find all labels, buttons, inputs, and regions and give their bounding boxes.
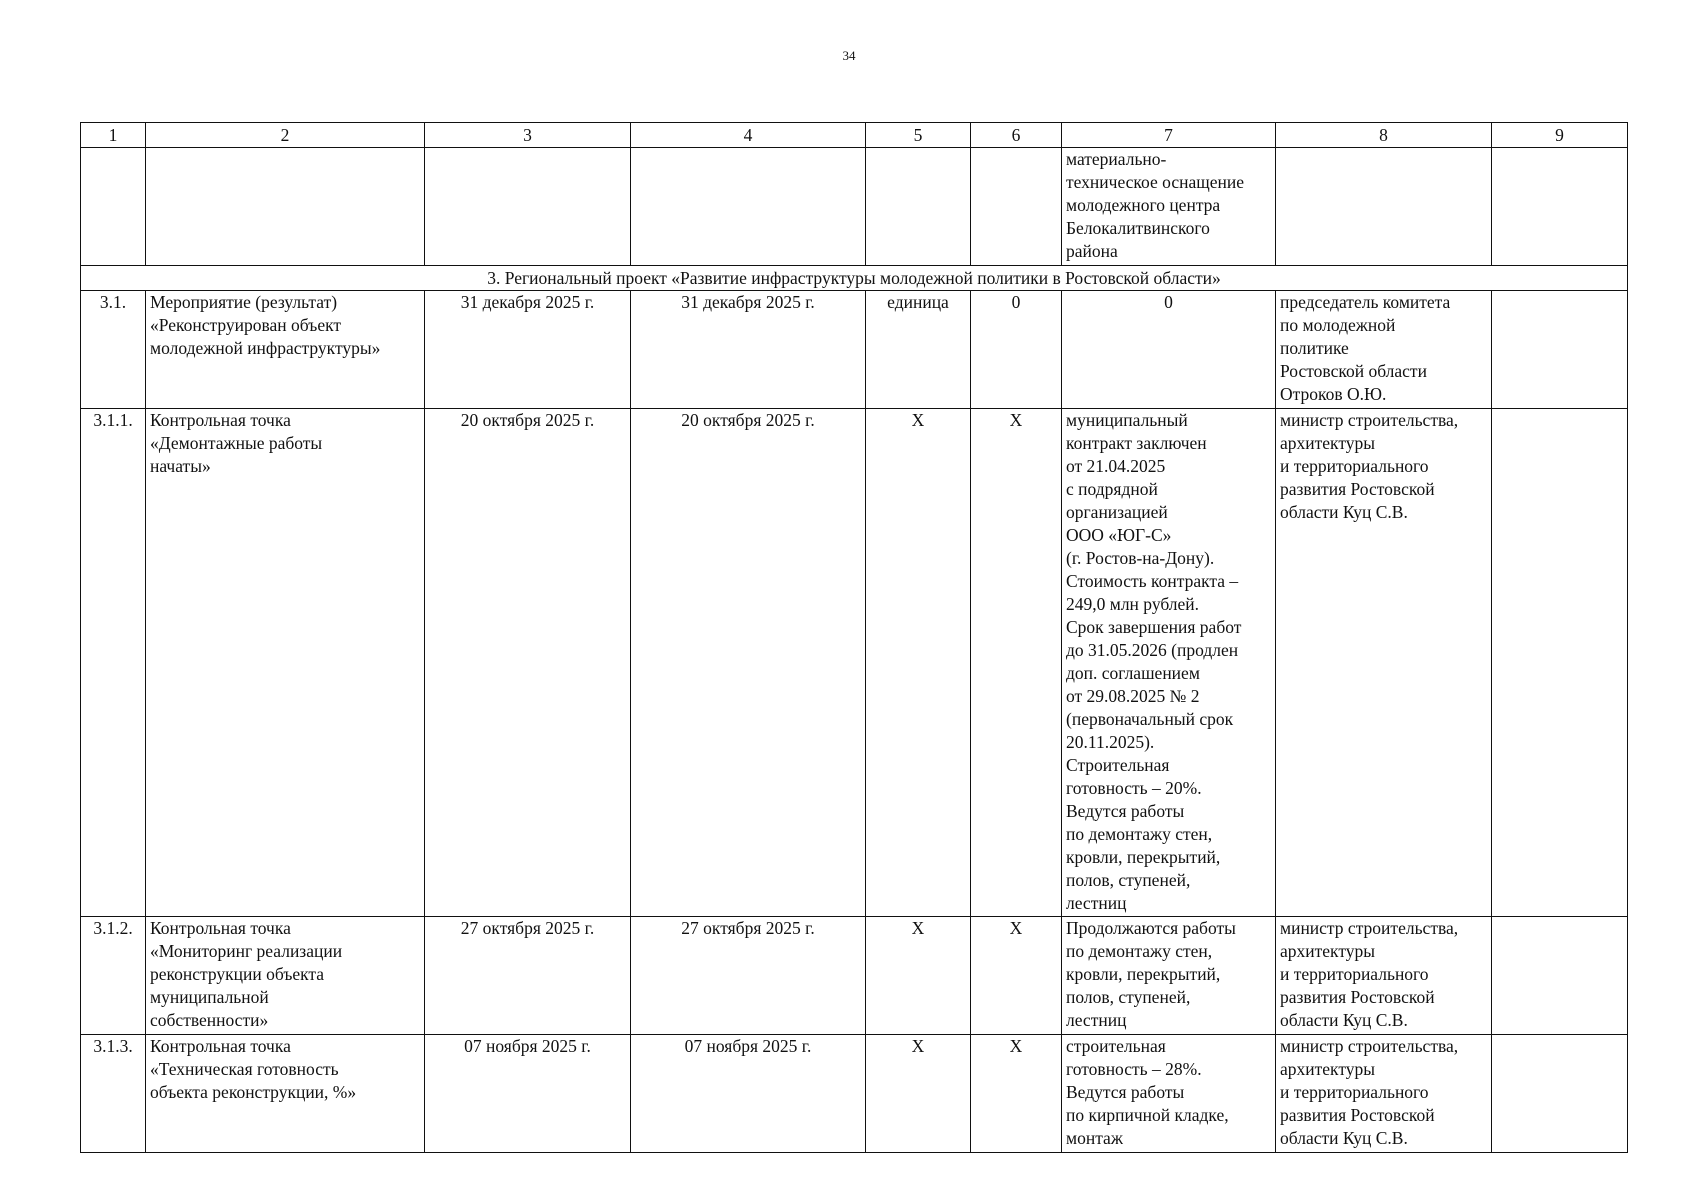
status-line: муниципальный (1066, 410, 1188, 430)
responsible-line: архитектуры (1280, 1059, 1375, 1079)
responsible-line: и территориального (1280, 456, 1429, 476)
name-line: начаты» (150, 456, 211, 476)
header-col-1: 1 (81, 123, 146, 148)
responsible-line: Отроков О.Ю. (1280, 384, 1387, 404)
responsible-line: и территориального (1280, 964, 1429, 984)
status-cell (1062, 917, 1276, 1035)
name-line: «Демонтажные работы (150, 433, 323, 453)
unit-cell: Х (866, 1035, 971, 1153)
row-number: 3.1. (81, 291, 146, 409)
responsible-line: министр строительства, (1280, 410, 1459, 430)
responsible-line: архитектуры (1280, 941, 1375, 961)
name-line: «Мониторинг реализации (150, 941, 343, 961)
status-cell (1062, 291, 1276, 409)
status-line: полов, ступеней, (1066, 870, 1191, 890)
status-line: готовность – 28%. (1066, 1059, 1202, 1079)
cell-empty (425, 148, 631, 266)
name-line: Контрольная точка (150, 410, 291, 430)
status-line: от 21.04.2025 (1066, 456, 1166, 476)
cell-empty (81, 148, 146, 266)
status-line: по демонтажу стен, (1066, 824, 1213, 844)
status-line: Ведутся работы (1066, 801, 1185, 821)
responsible-line: области Куц С.В. (1280, 1010, 1408, 1030)
header-col-5: 5 (866, 123, 971, 148)
note-cell (1492, 917, 1628, 1035)
cell-empty (971, 148, 1062, 266)
row-name-cell (146, 291, 425, 409)
status-line: строительная (1066, 1036, 1166, 1056)
status-line: лестниц (1066, 893, 1127, 913)
name-line: реконструкции объекта (150, 964, 325, 984)
date-plan: 31 декабря 2025 г. (425, 291, 631, 409)
date-plan: 20 октября 2025 г. (425, 409, 631, 917)
date-plan: 27 октября 2025 г. (425, 917, 631, 1035)
responsible-line: по молодежной (1280, 315, 1396, 335)
status-line: техническое оснащение (1066, 172, 1244, 192)
responsible-line: области Куц С.В. (1280, 502, 1408, 522)
status-line: Строительная (1066, 755, 1170, 775)
status-line: 0 (1164, 292, 1173, 312)
status-line: Продолжаются работы (1066, 918, 1236, 938)
status-line: (первоначальный срок (1066, 709, 1234, 729)
table-row (81, 917, 1628, 1035)
name-line: молодежной инфраструктуры» (150, 338, 381, 358)
status-line: Стоимость контракта – (1066, 571, 1239, 591)
row-number: 3.1.1. (81, 409, 146, 917)
date-fact: 31 декабря 2025 г. (631, 291, 866, 409)
cell-empty (1276, 148, 1492, 266)
status-line: контракт заключен (1066, 433, 1207, 453)
note-cell (1492, 1035, 1628, 1153)
responsible-cell (1276, 917, 1492, 1035)
responsible-cell (1276, 409, 1492, 917)
header-col-3: 3 (425, 123, 631, 148)
section-title: 3. Региональный проект «Развитие инфраструктуры молодежной политики в Ростовской области» (81, 266, 1628, 291)
note-cell (1492, 291, 1628, 409)
status-line: от 29.08.2025 № 2 (1066, 686, 1200, 706)
value-plan-cell: 0 (971, 291, 1062, 409)
status-line: 20.11.2025). (1066, 732, 1155, 752)
row-name-cell (146, 1035, 425, 1153)
name-line: Мероприятие (результат) (150, 292, 338, 312)
status-line: Белокалитвинского (1066, 218, 1210, 238)
table-row (81, 1035, 1628, 1153)
page-number: 34 (842, 48, 856, 63)
table-row (81, 409, 1628, 917)
cell-empty (1492, 148, 1628, 266)
unit-cell: Х (866, 409, 971, 917)
status-cell (1062, 409, 1276, 917)
report-table (80, 122, 1628, 1153)
status-line: ООО «ЮГ-С» (1066, 525, 1172, 545)
header-col-8: 8 (1276, 123, 1492, 148)
date-fact: 27 октября 2025 г. (631, 917, 866, 1035)
responsible-line: Ростовской области (1280, 361, 1427, 381)
cell-empty (146, 148, 425, 266)
status-line: материально- (1066, 149, 1167, 169)
status-line: района (1066, 241, 1118, 261)
responsible-line: развития Ростовской (1280, 1105, 1435, 1125)
status-line: по кирпичной кладке, (1066, 1105, 1229, 1125)
status-line: по демонтажу стен, (1066, 941, 1213, 961)
date-fact: 20 октября 2025 г. (631, 409, 866, 917)
status-line: монтаж (1066, 1128, 1123, 1148)
date-fact: 07 ноября 2025 г. (631, 1035, 866, 1153)
date-plan: 07 ноября 2025 г. (425, 1035, 631, 1153)
value-plan-cell: Х (971, 917, 1062, 1035)
note-cell (1492, 409, 1628, 917)
responsible-line: министр строительства, (1280, 918, 1459, 938)
header-col-9: 9 (1492, 123, 1628, 148)
row-number: 3.1.2. (81, 917, 146, 1035)
header-row (81, 123, 1628, 148)
row-name-cell (146, 917, 425, 1035)
status-line: Ведутся работы (1066, 1082, 1185, 1102)
value-plan-cell: Х (971, 409, 1062, 917)
status-line: молодежного центра (1066, 195, 1221, 215)
responsible-cell (1276, 291, 1492, 409)
name-line: Контрольная точка (150, 918, 291, 938)
status-cell (1062, 1035, 1276, 1153)
unit-cell: Х (866, 917, 971, 1035)
name-line: Контрольная точка (150, 1036, 291, 1056)
status-line: готовность – 20%. (1066, 778, 1202, 798)
responsible-line: развития Ростовской (1280, 987, 1435, 1007)
status-line: с подрядной (1066, 479, 1158, 499)
status-line: до 31.05.2026 (продлен (1066, 640, 1239, 660)
status-line: доп. соглашением (1066, 663, 1200, 683)
continuation-status-cell (1062, 148, 1276, 266)
name-line: собственности» (150, 1010, 269, 1030)
section-row (81, 266, 1628, 291)
responsible-line: министр строительства, (1280, 1036, 1459, 1056)
responsible-line: председатель комитета (1280, 292, 1451, 312)
cell-empty (631, 148, 866, 266)
header-col-4: 4 (631, 123, 866, 148)
responsible-cell (1276, 1035, 1492, 1153)
responsible-line: области Куц С.В. (1280, 1128, 1408, 1148)
status-line: кровли, перекрытий, (1066, 964, 1221, 984)
row-name-cell (146, 409, 425, 917)
responsible-line: политике (1280, 338, 1349, 358)
name-line: муниципальной (150, 987, 269, 1007)
responsible-line: развития Ростовской (1280, 479, 1435, 499)
name-line: «Техническая готовность (150, 1059, 339, 1079)
status-line: организацией (1066, 502, 1168, 522)
header-col-2: 2 (146, 123, 425, 148)
row-number: 3.1.3. (81, 1035, 146, 1153)
status-line: полов, ступеней, (1066, 987, 1191, 1007)
status-line: кровли, перекрытий, (1066, 847, 1221, 867)
name-line: объекта реконструкции, %» (150, 1082, 357, 1102)
status-line: Срок завершения работ (1066, 617, 1242, 637)
status-line: лестниц (1066, 1010, 1127, 1030)
cell-empty (866, 148, 971, 266)
status-line: (г. Ростов-на-Дону). (1066, 548, 1215, 568)
header-col-7: 7 (1062, 123, 1276, 148)
unit-cell: единица (866, 291, 971, 409)
status-line: 249,0 млн рублей. (1066, 594, 1200, 614)
name-line: «Реконструирован объект (150, 315, 342, 335)
responsible-line: и территориального (1280, 1082, 1429, 1102)
value-plan-cell: Х (971, 1035, 1062, 1153)
continuation-row (81, 148, 1628, 266)
table-row (81, 291, 1628, 409)
header-col-6: 6 (971, 123, 1062, 148)
responsible-line: архитектуры (1280, 433, 1375, 453)
